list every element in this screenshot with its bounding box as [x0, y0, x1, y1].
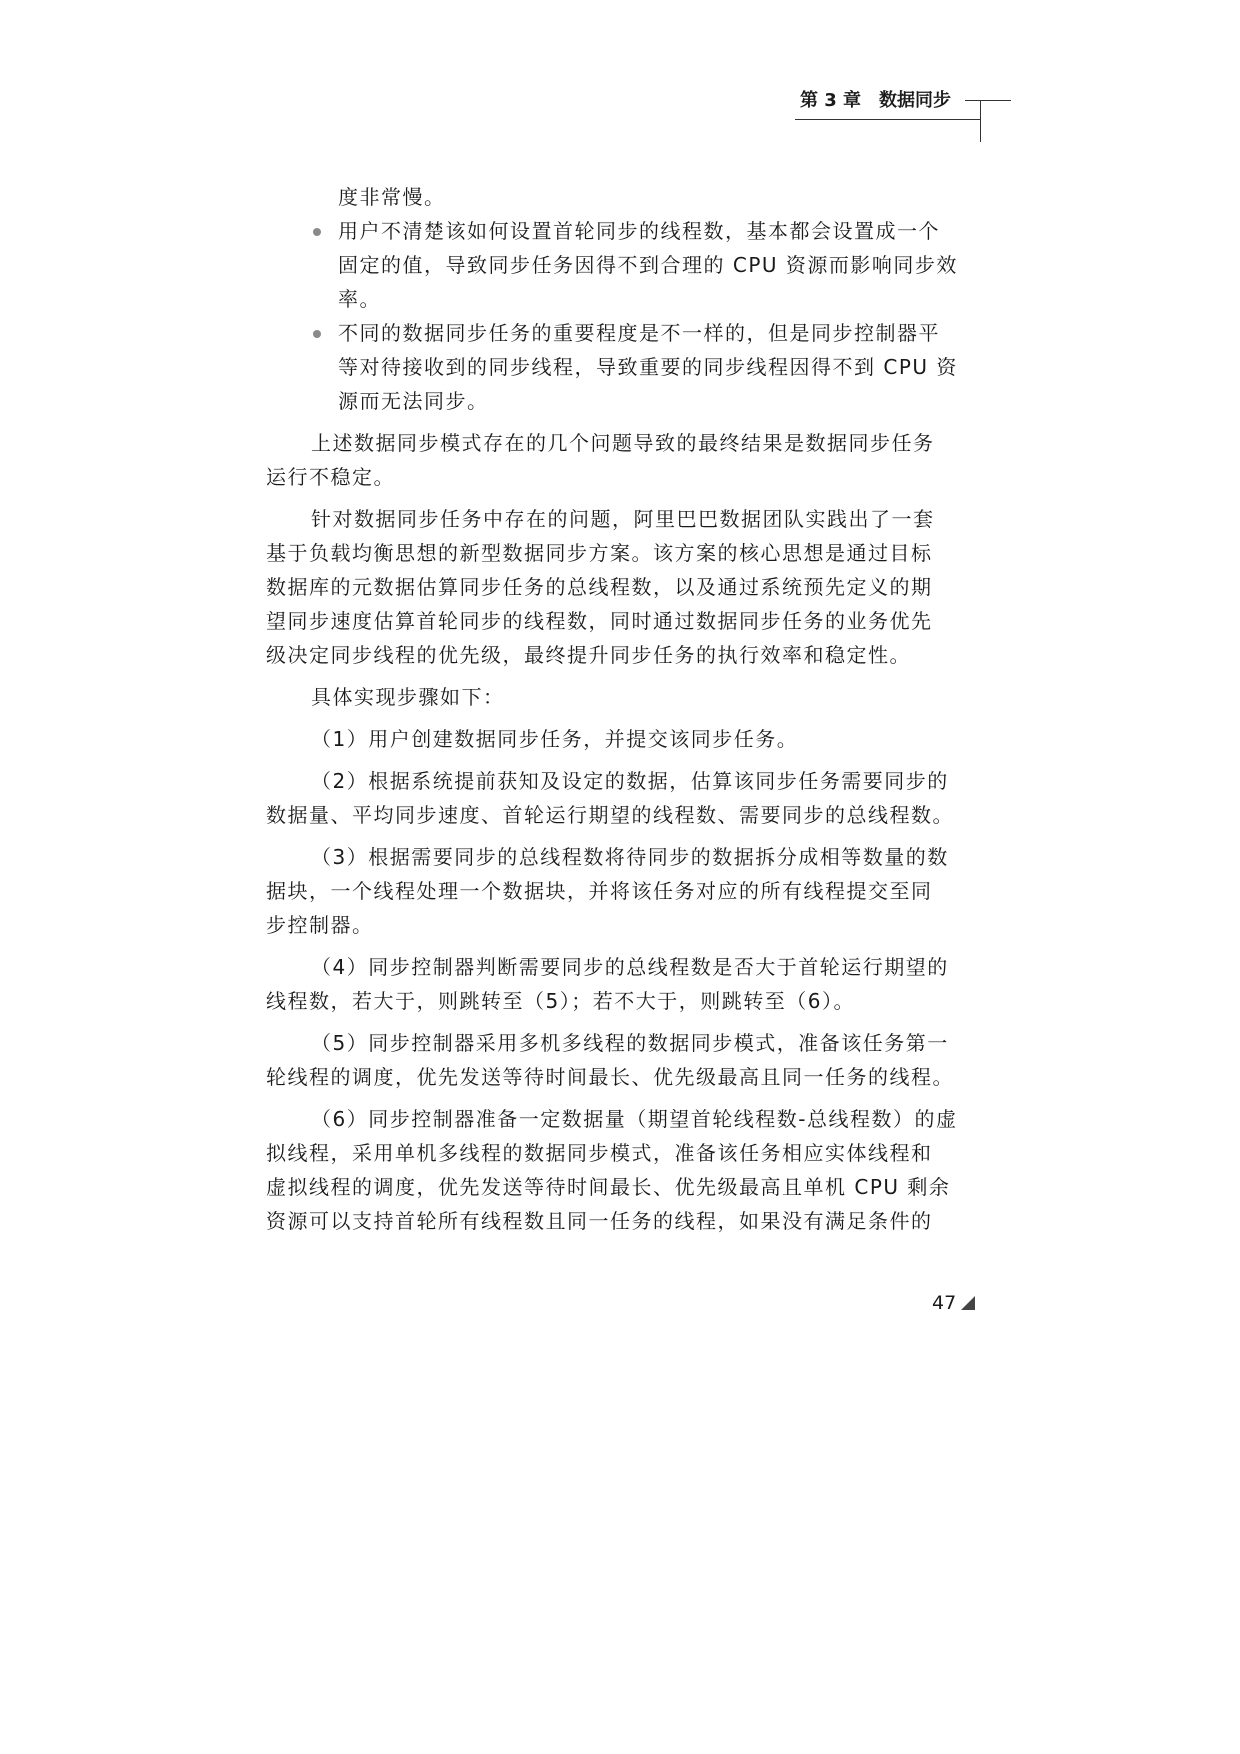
paragraph-line: 据块，一个线程处理一个数据块，并将该任务对应的所有线程提交至同	[266, 879, 933, 903]
bullet-text: 源而无法同步。	[338, 389, 489, 413]
bullet-text: 固定的值，导致同步任务因得不到合理的 CPU 资源而影响同步效	[338, 253, 958, 277]
paragraph-line: 级决定同步线程的优先级，最终提升同步任务的执行效率和稳定性。	[266, 643, 911, 667]
page-number: 47	[932, 1292, 957, 1314]
bullet-item	[266, 214, 977, 316]
bullet-text: 率。	[338, 287, 381, 311]
bullet-dot-icon	[313, 330, 321, 338]
paragraph-line: 步控制器。	[266, 913, 374, 937]
paragraph-line: 运行不稳定。	[266, 465, 395, 489]
paragraph-line: 望同步速度估算首轮同步的线程数，同时通过数据同步任务的业务优先	[266, 609, 933, 633]
paragraph-line: 资源可以支持首轮所有线程数且同一任务的线程，如果没有满足条件的	[266, 1209, 933, 1233]
step-paragraph	[266, 722, 977, 756]
bullet-line	[266, 316, 977, 350]
paragraph-line: 数据库的元数据估算同步任务的总线程数，以及通过系统预先定义的期	[266, 575, 933, 599]
paragraph	[266, 680, 977, 714]
page-corner-triangle-icon	[961, 1296, 975, 1310]
paragraph-line: （3）根据需要同步的总线程数将待同步的数据拆分成相等数量的数	[311, 845, 949, 869]
paragraph-line: （1）用户创建数据同步任务，并提交该同步任务。	[311, 727, 799, 751]
chapter-title: 第 3 章 数据同步	[800, 90, 952, 111]
continuation-line: 度非常慢。	[338, 185, 446, 209]
paragraph	[266, 502, 977, 672]
bullet-item	[266, 316, 977, 418]
paragraph	[266, 426, 977, 494]
bullet-line	[266, 214, 977, 248]
header-rule-stub	[965, 100, 1011, 101]
step-paragraph	[266, 840, 977, 942]
step-paragraph	[266, 950, 977, 1018]
header-rule-horizontal	[795, 119, 980, 120]
paragraph-line: （2）根据系统提前获知及设定的数据，估算该同步任务需要同步的	[311, 769, 949, 793]
paragraph-line: 线程数，若大于，则跳转至（5）；若不大于，则跳转至（6）。	[266, 989, 855, 1013]
paragraph-line: 轮线程的调度，优先发送等待时间最长、优先级最高且同一任务的线程。	[266, 1065, 954, 1089]
paragraph-line: 数据量、平均同步速度、首轮运行期望的线程数、需要同步的总线程数。	[266, 803, 954, 827]
page-body	[266, 180, 977, 1238]
step-paragraph	[266, 1026, 977, 1094]
bullet-text: 不同的数据同步任务的重要程度是不一样的，但是同步控制器平	[338, 321, 940, 345]
paragraph-line: （5）同步控制器采用多机多线程的数据同步模式，准备该任务第一	[311, 1031, 949, 1055]
bullet-dot-icon	[313, 228, 321, 236]
paragraph-line: 基于负载均衡思想的新型数据同步方案。该方案的核心思想是通过目标	[266, 541, 933, 565]
step-paragraph	[266, 764, 977, 832]
paragraph-line: 具体实现步骤如下：	[311, 685, 505, 709]
bullet-text: 等对待接收到的同步线程，导致重要的同步线程因得不到 CPU 资	[338, 355, 958, 379]
header-rule-vertical	[980, 100, 981, 142]
step-paragraph	[266, 1102, 977, 1238]
paragraph-line: 拟线程，采用单机多线程的数据同步模式，准备该任务相应实体线程和	[266, 1141, 933, 1165]
paragraph-line: 上述数据同步模式存在的几个问题导致的最终结果是数据同步任务	[311, 431, 935, 455]
paragraph-line: 针对数据同步任务中存在的问题，阿里巴巴数据团队实践出了一套	[311, 507, 935, 531]
paragraph-line: （4）同步控制器判断需要同步的总线程数是否大于首轮运行期望的	[311, 955, 949, 979]
bullet-text: 用户不清楚该如何设置首轮同步的线程数，基本都会设置成一个	[338, 219, 940, 243]
paragraph-line: 虚拟线程的调度，优先发送等待时间最长、优先级最高且单机 CPU 剩余	[266, 1175, 951, 1199]
paragraph-line: （6）同步控制器准备一定数据量（期望首轮线程数-总线程数）的虚	[311, 1107, 958, 1131]
